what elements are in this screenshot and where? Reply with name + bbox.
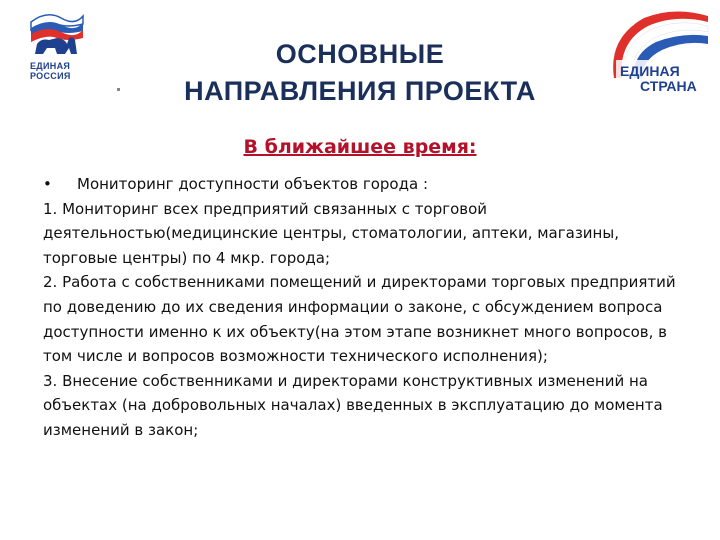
edinaya-rossiya-logo (20, 8, 92, 90)
edinaya-strana-logo (604, 8, 714, 100)
bullet-item (43, 172, 693, 197)
bullet-text: Мониторинг доступности объектов города : (77, 175, 428, 193)
logo-left-line2: РОССИЯ (30, 71, 71, 81)
list-item-2: 2. Работа с собственниками помещений и директорами торговых предприятий по доведению до их сведения информации о законе, с обсуждением вопроса доступности именно к их объекту(на этом этапе возникнет много вопросов, в том числе и вопросов возможности технического исполнения); (43, 273, 676, 366)
logo-right-line1: ЕДИНАЯ (620, 63, 680, 79)
bear-flag-icon (27, 8, 85, 56)
list-item-3: 3. Внесение собственниками и директорами конструктивных изменений на объектах (на добровольных началах) введенных в эксплуатацию до момента изменений в закон; (43, 371, 663, 439)
logo-right-line2: СТРАНА (640, 78, 697, 94)
section-subtitle (0, 136, 720, 158)
subtitle-text: В ближайшее время: (243, 136, 477, 158)
list-item-1: 1. Мониторинг всех предприятий связанных с торговой деятельностью(медицинские центры, стоматологии, аптеки, магазины, торговые центры) по 4 мкр. города; (43, 199, 619, 267)
title-line-2: НАПРАВЛЕНИЯ ПРОЕКТА (184, 76, 536, 106)
decorative-dot (117, 88, 120, 91)
content-body (43, 172, 693, 443)
bullet-symbol: • (43, 175, 52, 193)
title-line-1: ОСНОВНЫЕ (275, 39, 445, 69)
page-title (125, 36, 595, 110)
logo-left-line1: ЕДИНАЯ (30, 61, 71, 71)
